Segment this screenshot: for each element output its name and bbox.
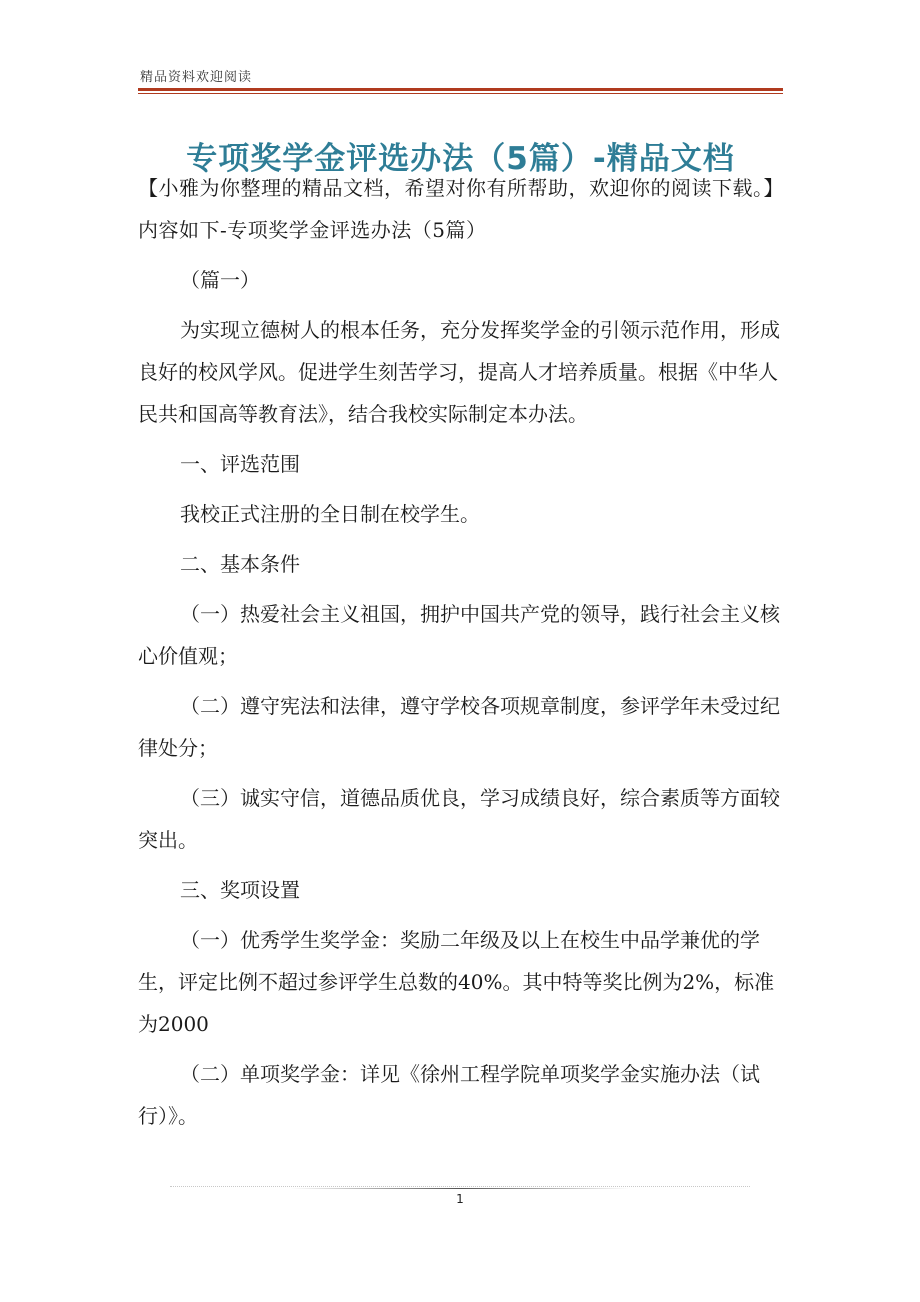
- footer-dotted-rule: [170, 1186, 750, 1187]
- header-rule-thin: [138, 93, 783, 94]
- condition-item-3: （三）诚实守信，道德品质优良，学习成绩良好，综合素质等方面较突出。: [138, 786, 780, 852]
- page-number: 1: [456, 1192, 464, 1206]
- award-item-2: （二）单项奖学金：详见《徐州工程学院单项奖学金实施办法（试行）》。: [138, 1062, 760, 1128]
- body-paragraph-scope: 我校正式注册的全日制在校学生。: [180, 502, 480, 526]
- section-label-part-one: （篇一）: [180, 268, 260, 292]
- heading-award-settings: 三、奖项设置: [180, 878, 300, 902]
- heading-selection-scope: 一、评选范围: [180, 452, 300, 476]
- condition-item-2: （二）遵守宪法和法律，遵守学校各项规章制度，参评学年未受过纪律处分；: [138, 694, 780, 760]
- document-title: 专项奖学金评选办法（5篇）-精品文档: [186, 140, 735, 177]
- header-rule-thick: [138, 88, 783, 91]
- body-paragraph-purpose: 为实现立德树人的根本任务，充分发挥奖学金的引领示范作用，形成良好的校风学风。促进学生刻苦学习，提高人才培养质量。根据《中华人民共和国高等教育法》，结合我校实际制定本办法。: [138, 318, 780, 426]
- intro-paragraph: 【小雅为你整理的精品文档，希望对你有所帮助，欢迎你的阅读下载。】内容如下-专项奖学金评选办法（5篇）: [138, 176, 784, 242]
- award-item-1: （一）优秀学生奖学金：奖励二年级及以上在校生中品学兼优的学生，评定比例不超过参评学生总数的40%。其中特等奖比例为2%，标准为2000: [138, 928, 775, 1036]
- page-header-label: 精品资料欢迎阅读: [140, 70, 253, 85]
- heading-basic-conditions: 二、基本条件: [180, 552, 300, 576]
- document-body: [138, 167, 788, 1145]
- footer-rule: [290, 1188, 630, 1189]
- condition-item-1: （一）热爱社会主义祖国，拥护中国共产党的领导，践行社会主义核心价值观；: [138, 602, 780, 668]
